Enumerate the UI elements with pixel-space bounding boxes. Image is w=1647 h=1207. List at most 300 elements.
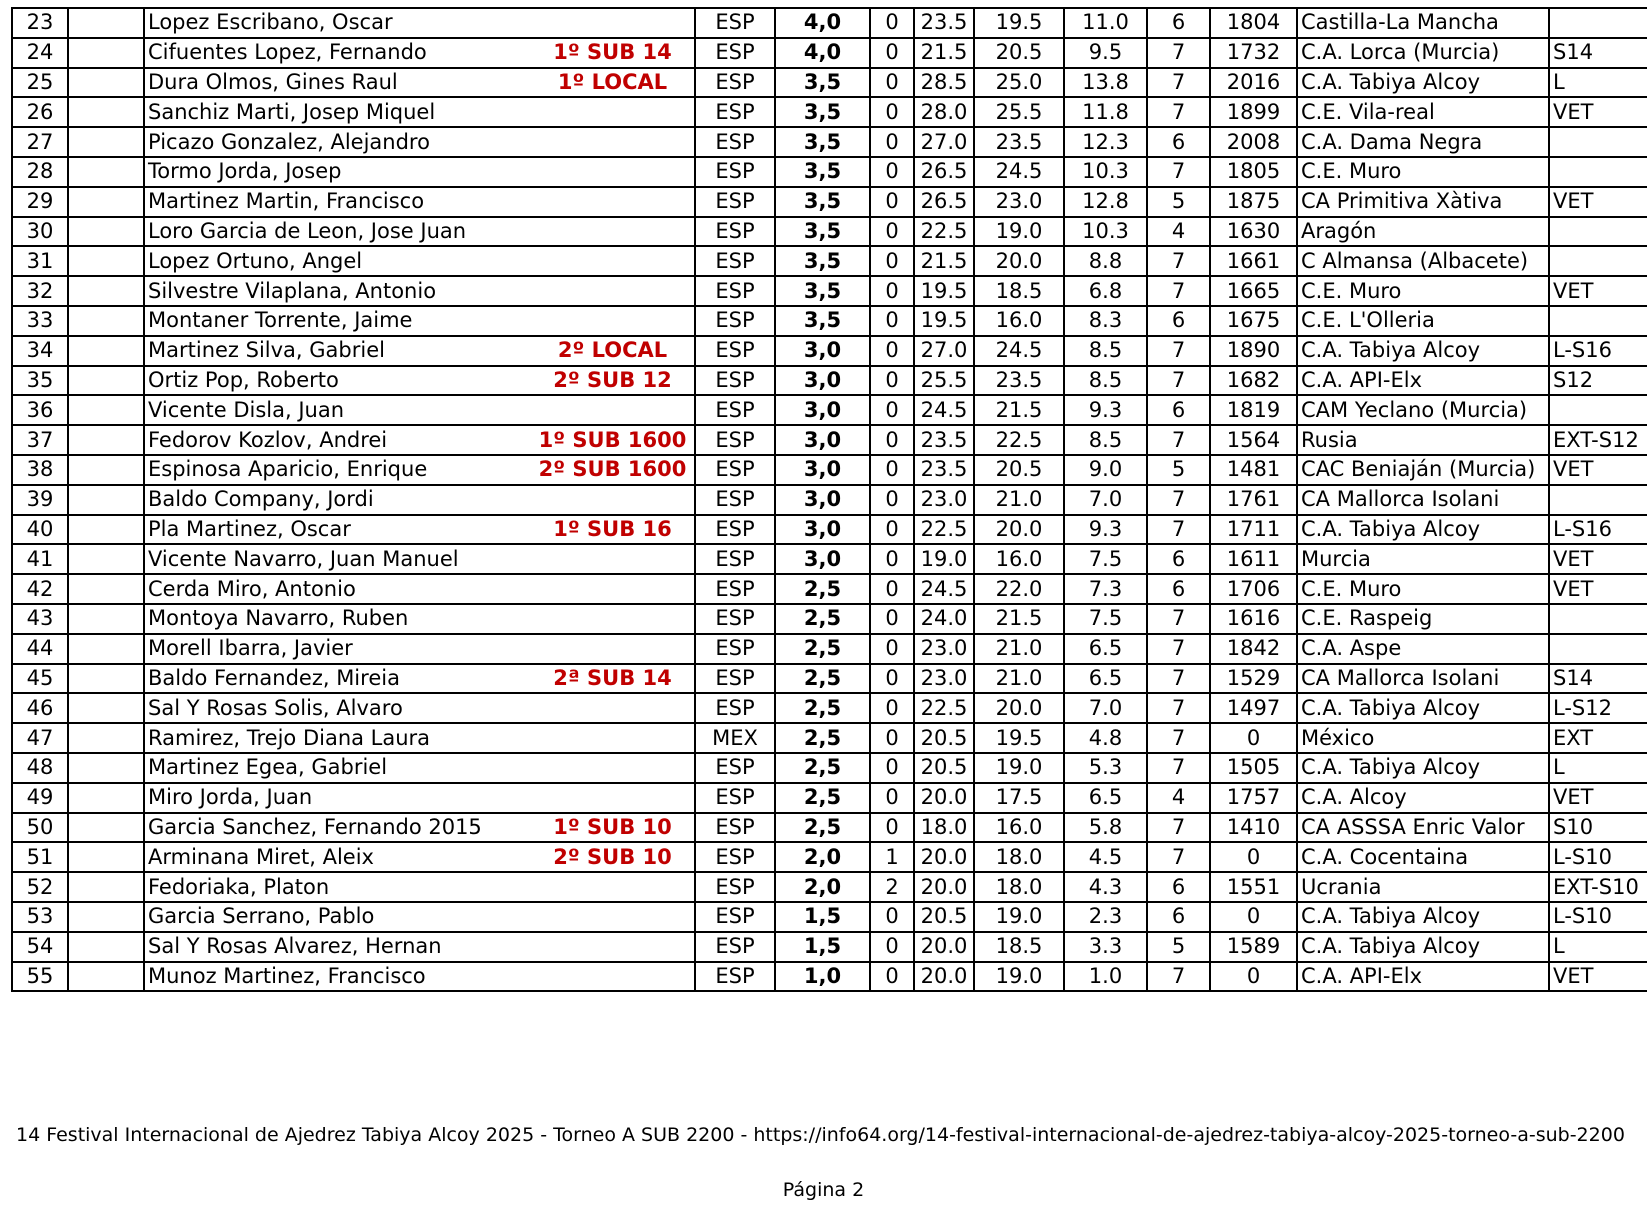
rating-cell: 0 [1210,902,1297,932]
rank-cell: 26 [12,97,68,127]
federation-cell: ESP [695,932,775,962]
player-name-cell: Baldo Company, Jordi [144,485,531,515]
score-col-4-cell: 12.8 [1064,187,1147,217]
federation-cell: ESP [695,872,775,902]
table-row [12,544,1647,574]
score-col-4-cell: 9.0 [1064,455,1147,485]
prize-cell [531,217,695,247]
score-col-1-cell: 1 [870,842,914,872]
category-cell [1549,306,1647,336]
category-cell: VET [1549,544,1647,574]
title-cell [68,455,144,485]
rank-cell: 49 [12,783,68,813]
category-cell: S12 [1549,366,1647,396]
club-cell: CA Primitiva Xàtiva [1297,187,1549,217]
federation-cell: ESP [695,455,775,485]
category-cell [1549,8,1647,38]
score-col-2-cell: 24.0 [914,604,974,634]
rank-cell: 41 [12,544,68,574]
rank-cell: 44 [12,634,68,664]
title-cell [68,604,144,634]
player-name-cell: Sanchiz Marti, Josep Miquel [144,97,531,127]
table-row [12,813,1647,843]
player-name-cell: Silvestre Vilaplana, Antonio [144,276,531,306]
score-col-1-cell: 0 [870,544,914,574]
club-cell: C.A. Lorca (Murcia) [1297,38,1549,68]
title-cell [68,246,144,276]
score-col-3-cell: 18.5 [974,932,1064,962]
rating-cell: 1706 [1210,574,1297,604]
prize-cell: 1º SUB 14 [531,38,695,68]
score-col-2-cell: 20.5 [914,902,974,932]
score-col-3-cell: 18.5 [974,276,1064,306]
prize-cell [531,157,695,187]
score-col-1-cell: 0 [870,783,914,813]
title-cell [68,842,144,872]
title-cell [68,8,144,38]
club-cell: CA ASSSA Enric Valor [1297,813,1549,843]
player-name-cell: Miro Jorda, Juan [144,783,531,813]
rating-cell: 1842 [1210,634,1297,664]
score-col-4-cell: 13.8 [1064,68,1147,98]
category-cell: L-S12 [1549,693,1647,723]
title-cell [68,574,144,604]
page-number: Página 2 [782,1179,865,1201]
score-col-1-cell: 0 [870,366,914,396]
rating-cell: 2008 [1210,127,1297,157]
rank-cell: 40 [12,515,68,545]
score-col-4-cell: 5.3 [1064,753,1147,783]
prize-cell: 2º SUB 12 [531,366,695,396]
category-cell: EXT [1549,723,1647,753]
rating-cell: 1682 [1210,366,1297,396]
table-row [12,366,1647,396]
prize-cell [531,574,695,604]
table-row [12,902,1647,932]
club-cell: CA Mallorca Isolani [1297,664,1549,694]
category-cell [1549,157,1647,187]
score-col-2-cell: 28.0 [914,97,974,127]
score-col-5-cell: 7 [1147,664,1210,694]
score-col-5-cell: 6 [1147,395,1210,425]
rating-cell: 1497 [1210,693,1297,723]
rating-cell: 1890 [1210,336,1297,366]
score-col-5-cell: 7 [1147,336,1210,366]
prize-cell [531,306,695,336]
federation-cell: ESP [695,693,775,723]
score-col-3-cell: 23.5 [974,127,1064,157]
prize-cell: 1º SUB 16 [531,515,695,545]
title-cell [68,634,144,664]
category-cell [1549,634,1647,664]
score-col-1-cell: 0 [870,485,914,515]
points-cell: 3,5 [775,217,870,247]
score-col-3-cell: 19.5 [974,8,1064,38]
score-col-4-cell: 6.5 [1064,634,1147,664]
rank-cell: 50 [12,813,68,843]
rating-cell: 1616 [1210,604,1297,634]
prize-cell [531,246,695,276]
player-name-cell: Lopez Escribano, Oscar [144,8,531,38]
federation-cell: ESP [695,366,775,396]
score-col-3-cell: 19.0 [974,753,1064,783]
score-col-3-cell: 22.0 [974,574,1064,604]
category-cell: L [1549,753,1647,783]
score-col-1-cell: 0 [870,455,914,485]
club-cell: Rusia [1297,425,1549,455]
points-cell: 2,0 [775,842,870,872]
points-cell: 3,0 [775,544,870,574]
prize-cell [531,127,695,157]
rating-cell: 1611 [1210,544,1297,574]
points-cell: 2,5 [775,783,870,813]
title-cell [68,813,144,843]
score-col-3-cell: 20.0 [974,693,1064,723]
score-col-2-cell: 24.5 [914,574,974,604]
score-col-3-cell: 16.0 [974,306,1064,336]
score-col-3-cell: 21.0 [974,664,1064,694]
prize-cell [531,604,695,634]
score-col-1-cell: 0 [870,395,914,425]
player-name-cell: Picazo Gonzalez, Alejandro [144,127,531,157]
rank-cell: 51 [12,842,68,872]
title-cell [68,97,144,127]
category-cell: L-S10 [1549,902,1647,932]
score-col-4-cell: 6.5 [1064,664,1147,694]
score-col-1-cell: 0 [870,693,914,723]
score-col-1-cell: 0 [870,664,914,694]
score-col-5-cell: 6 [1147,574,1210,604]
table-row [12,8,1647,38]
player-name-cell: Munoz Martinez, Francisco [144,962,531,992]
prize-cell [531,872,695,902]
rank-cell: 43 [12,604,68,634]
score-col-5-cell: 5 [1147,455,1210,485]
points-cell: 2,5 [775,664,870,694]
table-row [12,217,1647,247]
title-cell [68,515,144,545]
player-name-cell: Loro Garcia de Leon, Jose Juan [144,217,531,247]
score-col-1-cell: 0 [870,276,914,306]
score-col-2-cell: 18.0 [914,813,974,843]
club-cell: C.E. Muro [1297,157,1549,187]
prize-cell [531,753,695,783]
score-col-1-cell: 0 [870,753,914,783]
score-col-4-cell: 6.8 [1064,276,1147,306]
table-row [12,842,1647,872]
prize-cell [531,544,695,574]
score-col-1-cell: 0 [870,634,914,664]
title-cell [68,127,144,157]
club-cell: C.A. Tabiya Alcoy [1297,336,1549,366]
score-col-3-cell: 20.5 [974,455,1064,485]
category-cell [1549,395,1647,425]
player-name-cell: Martinez Silva, Gabriel [144,336,531,366]
score-col-4-cell: 12.3 [1064,127,1147,157]
rating-cell: 1805 [1210,157,1297,187]
federation-cell: ESP [695,336,775,366]
federation-cell: MEX [695,723,775,753]
score-col-5-cell: 7 [1147,693,1210,723]
points-cell: 1,5 [775,932,870,962]
score-col-4-cell: 10.3 [1064,157,1147,187]
category-cell: VET [1549,187,1647,217]
federation-cell: ESP [695,276,775,306]
category-cell: EXT-S10 [1549,872,1647,902]
table-row [12,634,1647,664]
score-col-5-cell: 6 [1147,544,1210,574]
points-cell: 2,5 [775,693,870,723]
score-col-5-cell: 7 [1147,962,1210,992]
score-col-2-cell: 27.0 [914,336,974,366]
points-cell: 4,0 [775,38,870,68]
points-cell: 1,0 [775,962,870,992]
score-col-1-cell: 0 [870,157,914,187]
rank-cell: 25 [12,68,68,98]
score-col-4-cell: 8.5 [1064,425,1147,455]
score-col-1-cell: 0 [870,962,914,992]
score-col-1-cell: 0 [870,902,914,932]
club-cell: C.A. Tabiya Alcoy [1297,932,1549,962]
score-col-2-cell: 23.5 [914,8,974,38]
score-col-5-cell: 6 [1147,902,1210,932]
score-col-4-cell: 8.5 [1064,366,1147,396]
table-row [12,485,1647,515]
prize-cell [531,783,695,813]
club-cell: Murcia [1297,544,1549,574]
prize-cell [531,634,695,664]
score-col-4-cell: 8.8 [1064,246,1147,276]
score-col-2-cell: 21.5 [914,38,974,68]
rating-cell: 1761 [1210,485,1297,515]
score-col-1-cell: 0 [870,38,914,68]
rank-cell: 55 [12,962,68,992]
score-col-3-cell: 18.0 [974,842,1064,872]
player-name-cell: Montaner Torrente, Jaime [144,306,531,336]
player-name-cell: Sal Y Rosas Alvarez, Hernan [144,932,531,962]
rank-cell: 28 [12,157,68,187]
rating-cell: 1505 [1210,753,1297,783]
prize-cell [531,97,695,127]
federation-cell: ESP [695,485,775,515]
rating-cell: 1410 [1210,813,1297,843]
prize-cell: 2º SUB 10 [531,842,695,872]
rating-cell: 0 [1210,962,1297,992]
score-col-4-cell: 9.3 [1064,395,1147,425]
score-col-4-cell: 4.3 [1064,872,1147,902]
federation-cell: ESP [695,217,775,247]
score-col-2-cell: 19.5 [914,276,974,306]
title-cell [68,336,144,366]
score-col-4-cell: 1.0 [1064,962,1147,992]
table-row [12,723,1647,753]
score-col-3-cell: 18.0 [974,872,1064,902]
score-col-1-cell: 0 [870,217,914,247]
club-cell: C Almansa (Albacete) [1297,246,1549,276]
rating-cell: 1630 [1210,217,1297,247]
score-col-2-cell: 23.0 [914,664,974,694]
score-col-1-cell: 0 [870,604,914,634]
table-row [12,455,1647,485]
prize-cell [531,932,695,962]
score-col-4-cell: 7.5 [1064,544,1147,574]
table-row [12,246,1647,276]
score-col-5-cell: 7 [1147,515,1210,545]
prize-cell [531,187,695,217]
score-col-5-cell: 7 [1147,68,1210,98]
player-name-cell: Montoya Navarro, Ruben [144,604,531,634]
federation-cell: ESP [695,157,775,187]
score-col-3-cell: 21.0 [974,485,1064,515]
rank-cell: 52 [12,872,68,902]
table-row [12,276,1647,306]
category-cell: S14 [1549,664,1647,694]
club-cell: C.E. Raspeig [1297,604,1549,634]
rating-cell: 1661 [1210,246,1297,276]
score-col-5-cell: 7 [1147,157,1210,187]
club-cell: C.A. API-Elx [1297,962,1549,992]
table-row [12,753,1647,783]
rating-cell: 0 [1210,842,1297,872]
club-cell: C.A. Tabiya Alcoy [1297,68,1549,98]
club-cell: C.E. L'Olleria [1297,306,1549,336]
category-cell [1549,604,1647,634]
category-cell: VET [1549,574,1647,604]
rank-cell: 35 [12,366,68,396]
points-cell: 3,0 [775,336,870,366]
score-col-3-cell: 21.0 [974,634,1064,664]
rank-cell: 54 [12,932,68,962]
player-name-cell: Pla Martinez, Oscar [144,515,531,545]
prize-cell [531,395,695,425]
category-cell [1549,485,1647,515]
table-row [12,425,1647,455]
points-cell: 3,0 [775,515,870,545]
rank-cell: 30 [12,217,68,247]
club-cell: C.E. Muro [1297,574,1549,604]
prize-cell [531,723,695,753]
federation-cell: ESP [695,127,775,157]
player-name-cell: Arminana Miret, Aleix [144,842,531,872]
points-cell: 3,5 [775,68,870,98]
rating-cell: 1551 [1210,872,1297,902]
points-cell: 3,5 [775,127,870,157]
score-col-1-cell: 0 [870,68,914,98]
score-col-5-cell: 5 [1147,187,1210,217]
club-cell: C.A. API-Elx [1297,366,1549,396]
category-cell: VET [1549,455,1647,485]
player-name-cell: Tormo Jorda, Josep [144,157,531,187]
score-col-5-cell: 6 [1147,8,1210,38]
player-name-cell: Morell Ibarra, Javier [144,634,531,664]
player-name-cell: Baldo Fernandez, Mireia [144,664,531,694]
prize-cell: 2ª SUB 14 [531,664,695,694]
category-cell [1549,127,1647,157]
title-cell [68,38,144,68]
rating-cell: 1819 [1210,395,1297,425]
title-cell [68,902,144,932]
score-col-1-cell: 0 [870,425,914,455]
player-name-cell: Martinez Egea, Gabriel [144,753,531,783]
points-cell: 2,5 [775,813,870,843]
title-cell [68,753,144,783]
score-col-4-cell: 4.5 [1064,842,1147,872]
score-col-4-cell: 7.3 [1064,574,1147,604]
rank-cell: 31 [12,246,68,276]
score-col-2-cell: 19.0 [914,544,974,574]
rating-cell: 1564 [1210,425,1297,455]
table-row [12,187,1647,217]
club-cell: C.A. Cocentaina [1297,842,1549,872]
score-col-5-cell: 7 [1147,723,1210,753]
rank-cell: 34 [12,336,68,366]
score-col-5-cell: 7 [1147,425,1210,455]
table-row [12,515,1647,545]
score-col-3-cell: 19.0 [974,902,1064,932]
title-cell [68,306,144,336]
score-col-5-cell: 7 [1147,753,1210,783]
footer-text: 14 Festival Internacional de Ajedrez Tabiya Alcoy 2025 - Torneo A SUB 2200 - https://info64.org/14-festival-internacional-de-ajedrez-tabiya-alcoy-2025-torneo-a-sub-2200 [16,1124,1625,1146]
score-col-2-cell: 23.0 [914,634,974,664]
points-cell: 3,0 [775,395,870,425]
category-cell: VET [1549,97,1647,127]
category-cell [1549,217,1647,247]
score-col-3-cell: 17.5 [974,783,1064,813]
points-cell: 3,5 [775,187,870,217]
category-cell: VET [1549,276,1647,306]
score-col-2-cell: 20.0 [914,932,974,962]
table-row [12,664,1647,694]
player-name-cell: Garcia Sanchez, Fernando 2015 [144,813,531,843]
rating-cell: 1757 [1210,783,1297,813]
standings-table [11,7,1647,992]
category-cell: VET [1549,783,1647,813]
prize-cell [531,902,695,932]
score-col-2-cell: 26.5 [914,157,974,187]
player-name-cell: Ortiz Pop, Roberto [144,366,531,396]
score-col-1-cell: 0 [870,187,914,217]
table-row [12,574,1647,604]
score-col-5-cell: 7 [1147,842,1210,872]
club-cell: CAC Beniaján (Murcia) [1297,455,1549,485]
table-row [12,157,1647,187]
points-cell: 3,0 [775,425,870,455]
federation-cell: ESP [695,8,775,38]
federation-cell: ESP [695,574,775,604]
club-cell: C.A. Aspe [1297,634,1549,664]
score-col-1-cell: 0 [870,97,914,127]
score-col-3-cell: 25.5 [974,97,1064,127]
score-col-2-cell: 20.0 [914,962,974,992]
club-cell: México [1297,723,1549,753]
prize-cell [531,276,695,306]
score-col-5-cell: 7 [1147,634,1210,664]
player-name-cell: Dura Olmos, Gines Raul [144,68,531,98]
player-name-cell: Vicente Navarro, Juan Manuel [144,544,531,574]
score-col-3-cell: 19.0 [974,217,1064,247]
score-col-4-cell: 9.5 [1064,38,1147,68]
category-cell [1549,246,1647,276]
score-col-1-cell: 2 [870,872,914,902]
points-cell: 1,5 [775,902,870,932]
table-row [12,97,1647,127]
rank-cell: 45 [12,664,68,694]
title-cell [68,187,144,217]
score-col-4-cell: 11.8 [1064,97,1147,127]
score-col-3-cell: 24.5 [974,157,1064,187]
category-cell: L [1549,68,1647,98]
federation-cell: ESP [695,902,775,932]
